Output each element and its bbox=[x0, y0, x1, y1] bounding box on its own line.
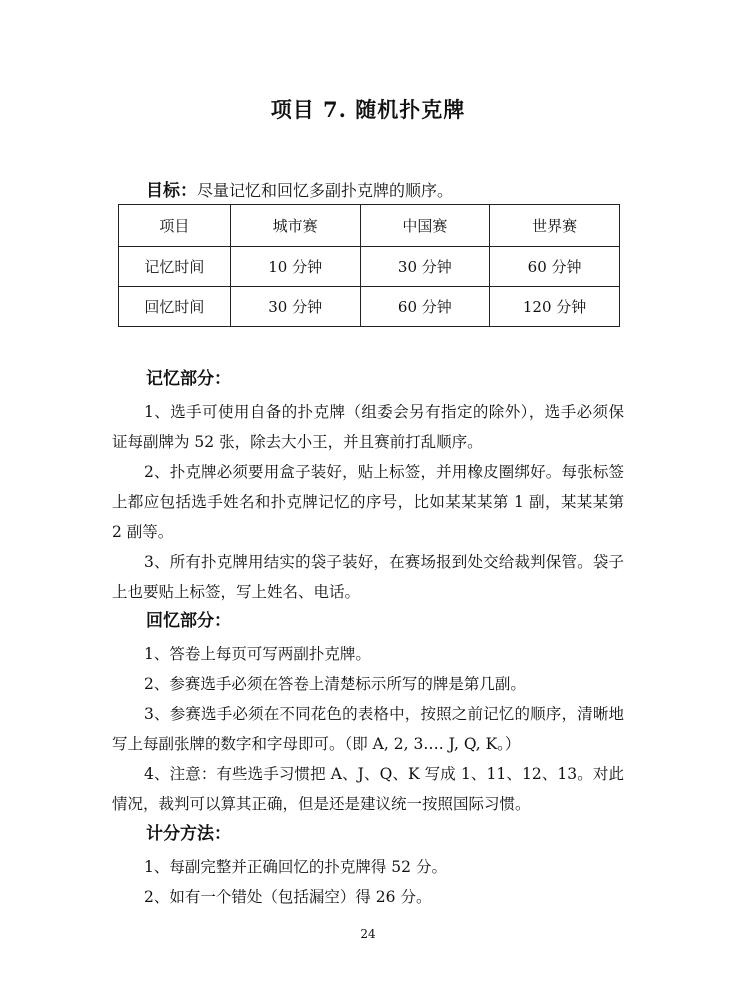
memory-section-heading: 记忆部分： bbox=[146, 369, 231, 389]
memory-paragraph: 3、所有扑克牌用结实的袋子装好，在赛场报到处交给裁判保管。袋子上也要贴上标签，写上姓名、电话。 bbox=[112, 553, 624, 601]
recall-section bbox=[112, 609, 624, 819]
table-cell: 10 分钟 bbox=[230, 247, 360, 287]
memory-paragraph: 1、选手可使用自备的扑克牌（组委会另有指定的除外），选手必须保证每副牌为 52 张，除去大小王，并且赛前打乱顺序。 bbox=[112, 403, 624, 451]
scoring-section bbox=[112, 822, 624, 912]
scoring-section-heading: 计分方法： bbox=[146, 824, 231, 844]
table-header-row bbox=[119, 205, 620, 247]
scoring-paragraph: 2、如有一个错处（包括漏空）得 26 分。 bbox=[144, 888, 432, 906]
table-header-cell: 世界赛 bbox=[490, 205, 620, 247]
table-cell: 回忆时间 bbox=[119, 287, 231, 327]
page-title: 项目 7. 随机扑克牌 bbox=[270, 97, 466, 122]
memory-section bbox=[112, 367, 624, 607]
time-limit-table bbox=[118, 204, 620, 327]
recall-paragraph: 1、答卷上每页可写两副扑克牌。 bbox=[144, 645, 371, 663]
page-number: 24 bbox=[360, 927, 376, 941]
table-cell: 30 分钟 bbox=[360, 247, 490, 287]
scoring-paragraph: 1、每副完整并正确回忆的扑克牌得 52 分。 bbox=[144, 858, 447, 876]
goal-label: 目标： bbox=[146, 181, 197, 201]
recall-paragraph: 2、参赛选手必须在答卷上清楚标示所写的牌是第几副。 bbox=[144, 675, 526, 693]
table-row bbox=[119, 247, 620, 287]
recall-paragraph: 4、注意：有些选手习惯把 A、J、Q、K 写成 1、11、12、13。对此情况，裁判可以算其正确，但是还是建议统一按照国际习惯。 bbox=[112, 765, 624, 813]
goal-text: 尽量记忆和回忆多副扑克牌的顺序。 bbox=[197, 181, 454, 200]
table-cell: 60 分钟 bbox=[490, 247, 620, 287]
table-cell: 30 分钟 bbox=[230, 287, 360, 327]
recall-paragraph: 3、参赛选手必须在不同花色的表格中，按照之前记忆的顺序，清晰地写上每副张牌的数字和字母即可。（即 A, 2, 3…. J, Q, K。） bbox=[112, 705, 624, 753]
table-cell: 记忆时间 bbox=[119, 247, 231, 287]
memory-paragraph: 2、扑克牌必须要用盒子装好，贴上标签，并用橡皮圈绑好。每张标签上都应包括选手姓名和扑克牌记忆的序号，比如某某某第 1 副，某某某第 2 副等。 bbox=[112, 463, 624, 541]
goal-line bbox=[146, 176, 453, 201]
recall-section-heading: 回忆部分： bbox=[146, 611, 231, 631]
table-cell: 60 分钟 bbox=[360, 287, 490, 327]
table-header-cell: 项目 bbox=[119, 205, 231, 247]
table-header-cell: 中国赛 bbox=[360, 205, 490, 247]
table-row bbox=[119, 287, 620, 327]
table-header-cell: 城市赛 bbox=[230, 205, 360, 247]
table-cell: 120 分钟 bbox=[490, 287, 620, 327]
